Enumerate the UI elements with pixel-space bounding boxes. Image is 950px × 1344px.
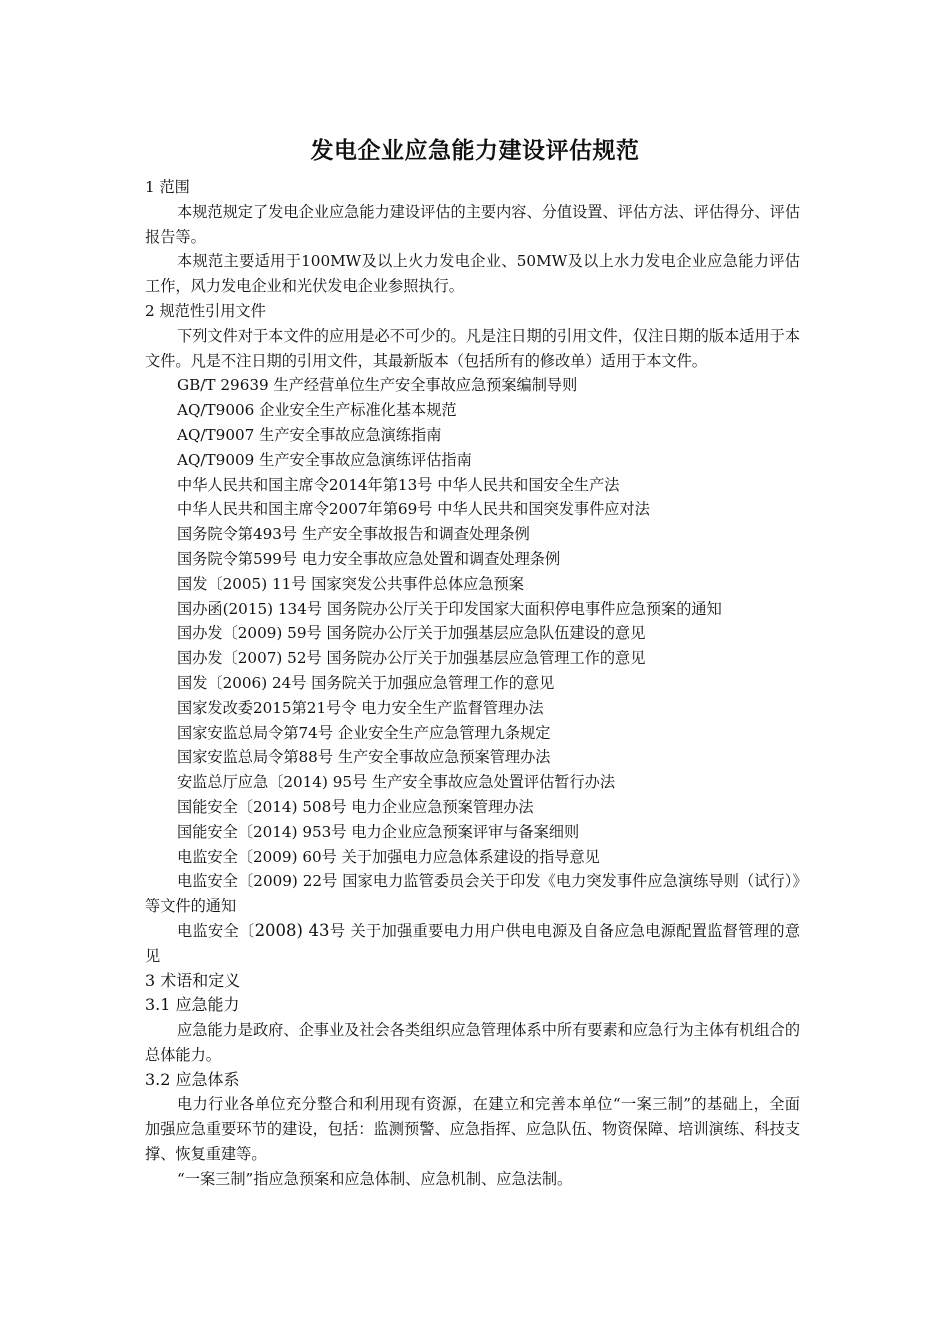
reference-item: AQ/T9007 生产安全事故应急演练指南 xyxy=(177,425,442,444)
reference-prefix: 电监安全〔 xyxy=(177,921,255,940)
reference-item: 国家安监总局令第74号 企业安全生产应急管理九条规定 xyxy=(177,723,551,742)
section-3-2-paragraph-1: 电力行业各单位充分整合和利用现有资源，在建立和完善本单位“一案三制”的基础上，全面加强应急重要环节的建设，包括：监测预警、应急指挥、应急队伍、物资保障、培训演练、科技支撑、恢复重建等。 xyxy=(145,1095,800,1164)
section-3-2-heading: 3.2 应急体系 xyxy=(145,1069,240,1089)
reference-item: 电监安全〔2009) 60号 关于加强电力应急体系建设的指导意见 xyxy=(177,847,600,866)
document-title: 发电企业应急能力建设评估规范 xyxy=(310,137,640,164)
reference-item: 国发〔2006) 24号 国务院关于加强应急管理工作的意见 xyxy=(177,673,555,692)
reference-item-long: 电监安全〔2009) 22号 国家电力监管委员会关于印发《电力突发事件应急演练导则（试行）》等文件的通知 xyxy=(145,872,800,916)
section-3-heading: 3 术语和定义 xyxy=(145,970,241,990)
reference-item: 国办发〔2009) 59号 国务院办公厅关于加强基层应急队伍建设的意见 xyxy=(177,624,646,643)
document-body xyxy=(145,175,800,1192)
reference-item: AQ/T9006 企业安全生产标准化基本规范 xyxy=(177,401,457,420)
section-2-paragraph-1: 下列文件对于本文件的应用是必不可少的。凡是注日期的引用文件，仅注日期的版本适用于本文件。凡是不注日期的引用文件，其最新版本（包括所有的修改单）适用于本文件。 xyxy=(145,326,800,370)
section-1-heading: 1 范围 xyxy=(145,178,190,196)
section-2-heading: 2 规范性引用文件 xyxy=(145,301,266,320)
reference-item: 国务院令第493号 生产安全事故报告和调查处理条例 xyxy=(177,525,530,544)
section-3-1-paragraph: 应急能力是政府、企事业及社会各类组织应急管理体系中所有要素和应急行为主体有机组合的总体能力。 xyxy=(145,1021,800,1064)
reference-item: 国办函(2015) 134号 国务院办公厅关于印发国家大面积停电事件应急预案的通知 xyxy=(177,599,722,618)
reference-item: 国家安监总局令第88号 生产安全事故应急预案管理办法 xyxy=(177,748,551,767)
reference-item: 中华人民共和国主席令2007年第69号 中华人民共和国突发事件应对法 xyxy=(177,500,650,519)
reference-item: 国能安全〔2014) 953号 电力企业应急预案评审与备案细则 xyxy=(177,822,580,841)
reference-item: AQ/T9009 生产安全事故应急演练评估指南 xyxy=(177,450,472,469)
reference-item: 国家发改委2015第21号令 电力安全生产监督管理办法 xyxy=(177,698,544,717)
reference-item: 国能安全〔2014) 508号 电力企业应急预案管理办法 xyxy=(177,797,534,816)
section-1-paragraph-1: 本规范规定了发电企业应急能力建设评估的主要内容、分值设置、评估方法、评估得分、评估报告等。 xyxy=(145,202,800,246)
section-3-1-heading: 3.1 应急能力 xyxy=(145,995,240,1015)
reference-item: GB/T 29639 生产经营单位生产安全事故应急预案编制导则 xyxy=(177,376,578,395)
reference-item: 国发〔2005) 11号 国家突发公共事件总体应急预案 xyxy=(177,574,524,593)
reference-item: 安监总厅应急〔2014) 95号 生产安全事故应急处置评估暂行办法 xyxy=(177,773,616,792)
reference-text: 号 关于加强重要电力用户供电电源及自备应急电源配置监督管理的意见 xyxy=(145,921,801,965)
reference-item: 国办发〔2007) 52号 国务院办公厅关于加强基层应急管理工作的意见 xyxy=(177,649,646,668)
section-3-2-paragraph-2: “一案三制”指应急预案和应急体制、应急机制、应急法制。 xyxy=(177,1169,573,1188)
reference-number: 2008) 43 xyxy=(254,920,330,940)
section-1-paragraph-2: 本规范主要适用于100MW及以上火力发电企业、50MW及以上水力发电企业应急能力评估工作，风力发电企业和光伏发电企业参照执行。 xyxy=(145,252,800,296)
reference-item-long-2 xyxy=(145,919,800,969)
reference-item: 中华人民共和国主席令2014年第13号 中华人民共和国安全生产法 xyxy=(177,475,620,494)
reference-item: 国务院令第599号 电力安全事故应急处置和调查处理条例 xyxy=(177,549,561,568)
